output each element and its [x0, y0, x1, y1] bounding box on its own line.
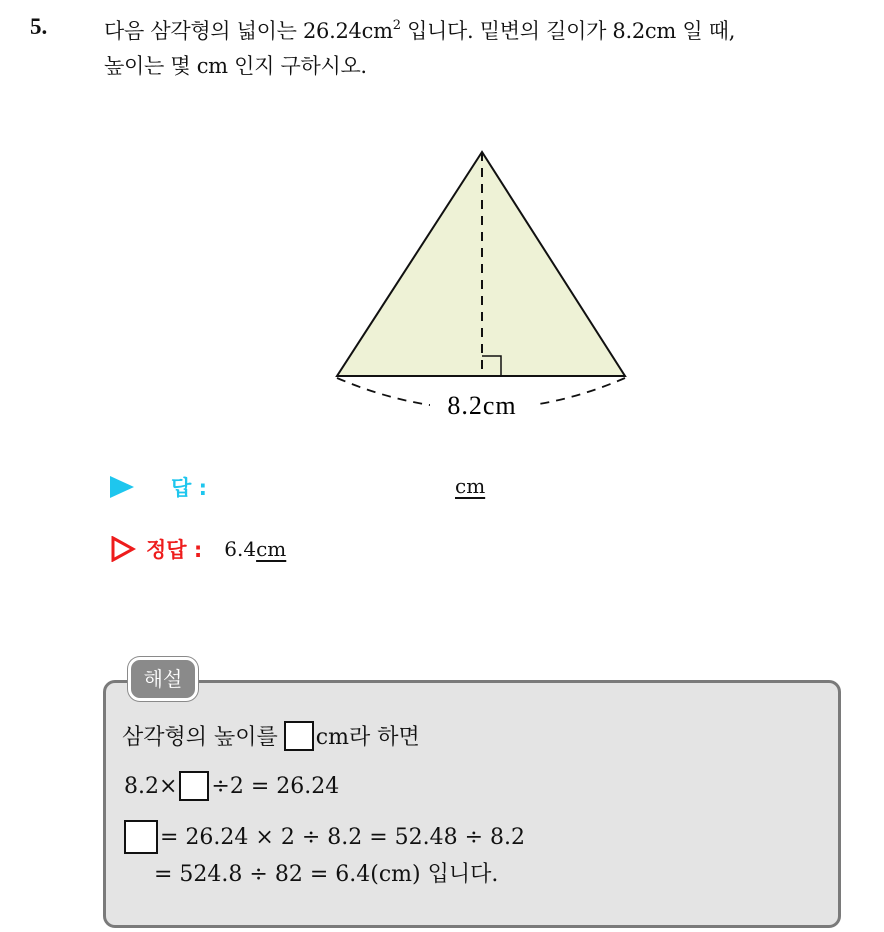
explanation-line-3: = 26.24 × 2 ÷ 8.2 = 52.48 ÷ 8.2: [124, 820, 525, 854]
answer-input-unit[interactable]: cm: [455, 474, 486, 498]
base-length-label: 8.2cm: [447, 391, 517, 420]
correct-answer-value: 6.4cm: [224, 537, 287, 561]
explanation-line-1: 삼각형의 높이를 cm라 하면: [122, 720, 420, 751]
answer-label: 답 :: [171, 476, 207, 500]
question-text: [104, 14, 874, 84]
outline-arrow-icon: [110, 536, 136, 562]
question-line-2: 높이는 몇 cm 인지 구하시오.: [104, 54, 367, 78]
question-number: 5.: [30, 14, 48, 39]
solid-arrow-icon: [110, 476, 134, 498]
explanation-line-2: 8.2× ÷2 = 26.24: [124, 771, 339, 801]
superscript-2: 2: [392, 18, 401, 33]
blank-box: [284, 721, 314, 751]
explanation-line-4: = 524.8 ÷ 82 = 6.4(cm) 입니다.: [154, 862, 499, 887]
explanation-tab: 해설: [128, 657, 198, 701]
correct-answer-label: 정답 :: [146, 538, 203, 562]
question-line-1: 다음 삼각형의 넓이는 $26.24cm^2$ 입니다. 밑변의 길이가 8.2cm 일 때,: [104, 18, 736, 43]
triangle-figure: [320, 140, 640, 430]
blank-box: [124, 820, 158, 854]
answer-row: [110, 472, 207, 502]
explanation-box: [103, 680, 841, 928]
correct-answer-row: [110, 534, 286, 564]
blank-box: [179, 771, 209, 801]
